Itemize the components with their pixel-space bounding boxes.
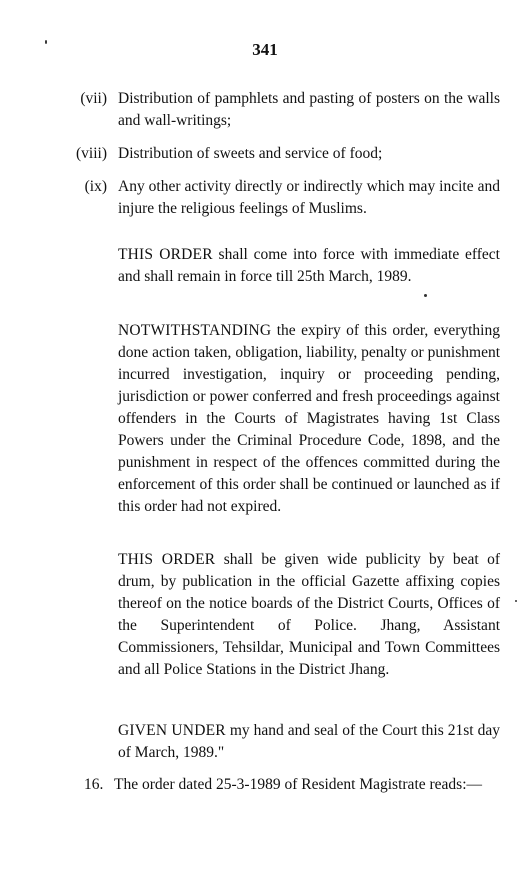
paragraph-lead: THIS ORDER [118,551,216,568]
paragraph-body: the expiry of this order, everything done action taken, obligation, liability, penalty or punishment incurred investigation, inquiry or proceeding pending, jurisdiction or power conferred and fresh proceedings against offenders in the Courts of Magistrates having 1st Class Powers under the Criminal Procedure Code, 1898, and the punishment in respect of the offences committed during the enforcement of this order shall be continued or launched as if this order had not expired. [118,322,500,515]
list-item-numeral: (vii) [80,90,107,107]
paragraph-lead: NOTWITHSTANDING [118,322,272,339]
scan-speck [45,40,47,44]
numbered-paragraph [14,774,500,796]
paragraph-number: 16. [84,776,104,793]
paragraph-lead: GIVEN UNDER [118,722,226,739]
given-under-paragraph [118,720,500,764]
notwithstanding-paragraph [118,320,500,518]
list-item-text: Distribution of pamphlets and pasting of posters on the walls and wall-writings; [118,90,500,129]
paragraph-body: my hand and seal of the Court this 21st day of March, 1989." [118,722,500,761]
order-commencement-paragraph [118,244,500,288]
list-item-text: Distribution of sweets and service of food; [118,145,383,162]
paragraph-text: The order dated 25-3-1989 of Resident Magistrate reads:— [114,776,483,793]
page-number: 341 [252,40,278,59]
list-item-numeral: (ix) [84,178,107,195]
paragraph-body: shall come into force with immediate effect and shall remain in force till 25th March, 1989. [118,246,500,285]
scan-speck [424,294,427,297]
list-item-text: Any other activity directly or indirectly which may incite and injure the religious feelings of Muslims. [118,178,500,217]
publicity-paragraph [118,549,500,681]
paragraph-lead: THIS ORDER [118,246,213,263]
list-item-numeral: (viii) [76,145,107,162]
paragraph-body: shall be given wide publicity by beat of drum, by publication in the official Gazette affixing copies thereof on the notice boards of the District Courts, Offices of the Superintendent of Police. Jhang, Assistant Commissioners, Tehsildar, Municipal and Town Committees and all Police Stations in the District Jhang. [118,551,500,678]
scan-speck [515,600,517,602]
